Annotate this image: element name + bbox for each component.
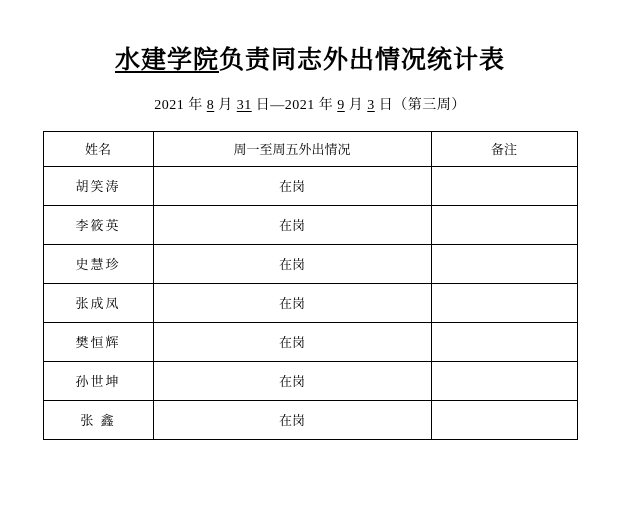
cell-status: 在岗 xyxy=(153,244,431,283)
cell-note xyxy=(431,205,577,244)
date-day-end: 3 xyxy=(367,97,375,113)
date-mid-1: 月 xyxy=(214,97,237,113)
cell-status: 在岗 xyxy=(153,205,431,244)
date-prefix: 2021 年 xyxy=(154,97,207,113)
cell-status: 在岗 xyxy=(153,166,431,205)
cell-name: 李筱英 xyxy=(43,205,153,244)
cell-name: 史慧珍 xyxy=(43,244,153,283)
cell-note xyxy=(431,283,577,322)
cell-note xyxy=(431,322,577,361)
cell-name: 孙世坤 xyxy=(43,361,153,400)
cell-name: 张 鑫 xyxy=(43,400,153,439)
table-header-row xyxy=(43,131,577,166)
cell-status: 在岗 xyxy=(153,322,431,361)
cell-status: 在岗 xyxy=(153,361,431,400)
table-row xyxy=(43,322,577,361)
cell-note xyxy=(431,400,577,439)
cell-status: 在岗 xyxy=(153,283,431,322)
date-mid-2: 日—2021 年 xyxy=(251,97,338,113)
table-row xyxy=(43,283,577,322)
header-status: 周一至周五外出情况 xyxy=(153,131,431,166)
header-name: 姓名 xyxy=(43,131,153,166)
cell-name: 胡笑涛 xyxy=(43,166,153,205)
document-page xyxy=(0,47,620,520)
date-month-end: 9 xyxy=(337,97,345,113)
date-day-start: 31 xyxy=(236,97,252,113)
attendance-table xyxy=(43,131,578,440)
header-note: 备注 xyxy=(431,131,577,166)
cell-note xyxy=(431,361,577,400)
date-mid-3: 月 xyxy=(344,97,368,113)
page-title-rest: 负责同志外出情况统计表 xyxy=(219,47,506,74)
table-row xyxy=(43,244,577,283)
cell-name: 樊恒辉 xyxy=(43,322,153,361)
table-row xyxy=(43,361,577,400)
date-range xyxy=(0,94,620,114)
cell-note xyxy=(431,166,577,205)
page-title-underlined: 水建学院 xyxy=(114,47,219,74)
cell-note xyxy=(431,244,577,283)
page-title xyxy=(0,47,620,75)
date-month-start: 8 xyxy=(206,97,215,113)
cell-status: 在岗 xyxy=(153,400,431,439)
table-row xyxy=(43,400,577,439)
cell-name: 张成凤 xyxy=(43,283,153,322)
date-suffix: 日（第三周） xyxy=(374,97,466,113)
table-row xyxy=(43,205,577,244)
table-row xyxy=(43,166,577,205)
